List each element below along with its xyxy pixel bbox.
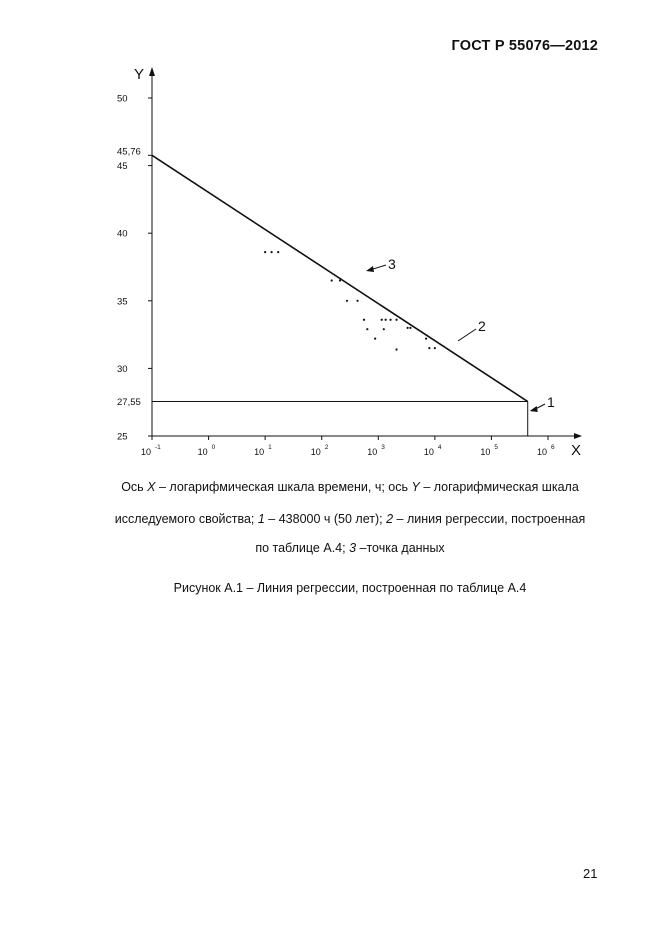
y-tick-label: 25 — [117, 431, 128, 443]
data-point — [428, 347, 430, 349]
x-tick-label: 10 — [140, 447, 152, 457]
caption-x-text: – логарифмическая шкала времени, ч; ось — [155, 480, 412, 494]
x-tick-exponent: 5 — [494, 444, 499, 451]
data-point — [270, 251, 272, 253]
data-point — [389, 319, 391, 321]
figure-caption: Рисунок А.1 – Линия регрессии, построенная по таблице А.4 — [173, 581, 527, 595]
y-tick-label: 50 — [117, 93, 128, 105]
data-point — [381, 319, 383, 321]
x-tick-exponent: -1 — [155, 444, 161, 451]
y-tick-label: 35 — [117, 296, 128, 308]
caption-x-symbol: X — [147, 480, 156, 494]
data-point — [277, 251, 279, 253]
data-point — [385, 319, 387, 321]
y-tick-label: 40 — [117, 228, 128, 240]
annotation-2-leader — [458, 329, 476, 341]
y-axis-label: Y — [134, 66, 145, 83]
caption-item2-text: – линия регрессии, построенная — [393, 512, 586, 526]
x-tick-exponent: 2 — [324, 444, 329, 451]
caption-line3-text: по таблице А.4; — [255, 541, 350, 555]
caption-item1-num: 1 — [257, 512, 265, 526]
data-point — [383, 328, 385, 330]
regression-line — [152, 155, 528, 401]
data-point — [374, 338, 376, 340]
caption-y-text: – логарифмическая шкала — [419, 480, 579, 494]
annotation-1-label: 1 — [547, 394, 555, 410]
caption-axes-description — [80, 479, 620, 495]
caption-item3-text: –точка данных — [356, 541, 445, 555]
x-tick-exponent: 1 — [268, 444, 272, 451]
annotation-3-label: 3 — [388, 256, 396, 272]
caption-prefix: Ось — [121, 480, 148, 494]
data-point — [264, 251, 266, 253]
data-point — [395, 348, 397, 350]
data-point — [425, 338, 427, 340]
caption-item3-num: 3 — [349, 541, 357, 555]
x-tick-label: 10 — [254, 447, 265, 457]
data-point — [346, 300, 348, 302]
data-point — [363, 319, 365, 321]
x-tick-label: 10 — [480, 447, 491, 457]
y-tick-label: 45 — [117, 161, 128, 173]
x-tick-exponent: 0 — [211, 444, 216, 451]
x-tick-exponent: 6 — [551, 444, 555, 451]
x-tick-label: 10 — [367, 447, 378, 457]
annotation-2-label: 2 — [478, 318, 486, 334]
data-point — [407, 327, 409, 329]
data-point — [395, 319, 397, 321]
data-point — [331, 279, 333, 281]
chart-annotations — [366, 256, 555, 412]
y-special-label-end: 27,55 — [117, 397, 141, 409]
caption-line2-text: исследуемого свойства; — [114, 512, 258, 526]
x-tick-label: 10 — [197, 447, 208, 457]
x-tick-label: 10 — [536, 447, 548, 457]
document-standard-header: ГОСТ Р 55076—2012 — [451, 38, 598, 54]
data-point — [434, 347, 436, 349]
page-number: 21 — [583, 866, 598, 881]
x-tick-label: 10 — [423, 447, 434, 457]
y-axis-arrow — [149, 67, 155, 76]
caption-y-symbol: Y — [411, 480, 420, 494]
caption-table-line — [80, 540, 620, 556]
x-tick-label: 10 — [310, 447, 321, 457]
x-axis-arrow — [574, 433, 582, 439]
y-special-label-start: 45,76 — [117, 146, 141, 158]
annotation-3-arrowhead — [366, 266, 374, 272]
data-point — [366, 328, 368, 330]
x-axis-label: X — [571, 442, 582, 459]
data-point — [356, 300, 358, 302]
caption-item1-text: – 438000 ч (50 лет); — [264, 512, 387, 526]
x-tick-exponent: 4 — [437, 444, 442, 451]
caption-item2-num: 2 — [386, 512, 394, 526]
caption-items-line — [80, 511, 620, 527]
chart-series — [152, 155, 528, 436]
data-point — [409, 327, 411, 329]
x-tick-exponent: 3 — [381, 444, 385, 451]
y-tick-label: 30 — [117, 363, 128, 375]
chart-axes — [134, 66, 582, 459]
data-point — [339, 279, 341, 281]
annotation-1-arrowhead — [530, 406, 538, 412]
